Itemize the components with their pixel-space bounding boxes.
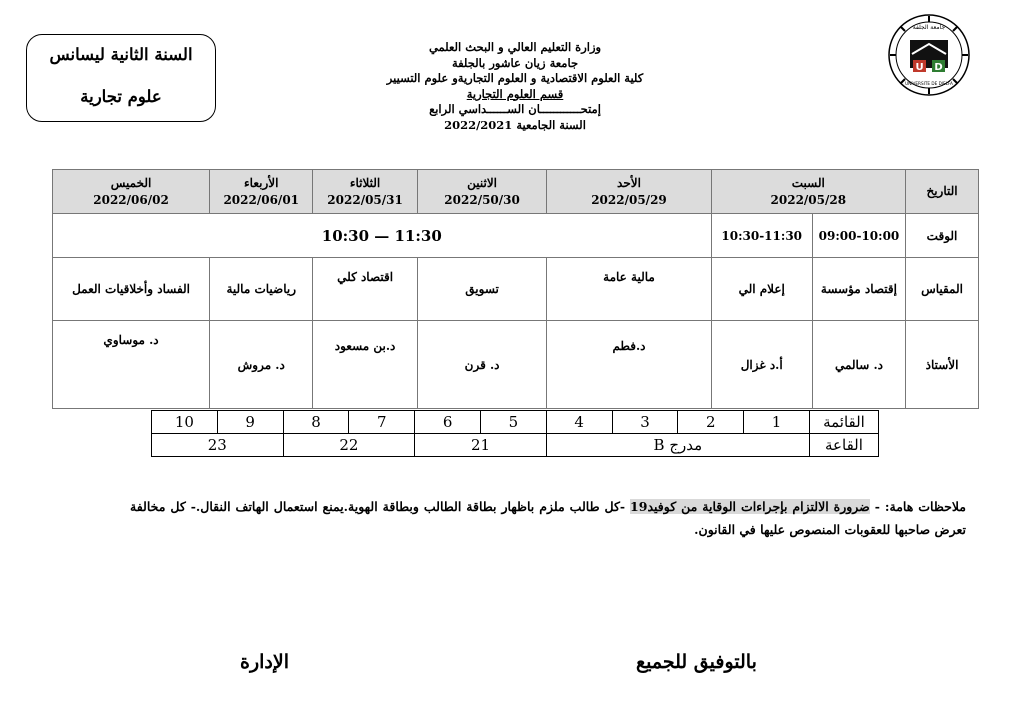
list-number: 6 bbox=[415, 411, 481, 434]
subject-cell: الفساد وأخلاقيات العمل bbox=[53, 258, 210, 321]
time-slot-2: 10:30-11:30 bbox=[711, 214, 812, 258]
room-cell: 22 bbox=[283, 434, 415, 457]
professor-cell: د. مروش bbox=[210, 321, 313, 409]
day-wednesday: الأربعاء 2022/06/01 bbox=[210, 170, 313, 214]
exam-schedule-table bbox=[52, 169, 979, 409]
institution-header bbox=[330, 40, 700, 133]
subject-cell: إعلام الي bbox=[711, 258, 812, 321]
time-row bbox=[53, 214, 979, 258]
notes-highlight: ضرورة الالتزام بإجراءات الوقاية من كوفيد19 bbox=[630, 499, 870, 514]
subject-cell: اقتصاد كلي bbox=[313, 258, 417, 321]
logo-letter-u: U bbox=[915, 62, 924, 73]
professor-cell: د.فطم bbox=[547, 321, 711, 409]
room-cell: 21 bbox=[415, 434, 547, 457]
day-monday: الاثنين 2022/50/30 bbox=[417, 170, 547, 214]
important-notes bbox=[130, 495, 966, 541]
subject-cell: رياضيات مالية bbox=[210, 258, 313, 321]
row-label-date: التاريخ bbox=[906, 170, 979, 214]
rooms-table bbox=[151, 410, 879, 457]
subject-cell: مالية عامة bbox=[547, 258, 711, 321]
logo-bottom-text: UNIVERSITE DE DJELFA bbox=[905, 81, 953, 86]
list-number: 4 bbox=[546, 411, 612, 434]
logo-letter-d: D bbox=[934, 62, 943, 73]
day-thursday: الخميس 2022/06/02 bbox=[53, 170, 210, 214]
row-label-time: الوقت bbox=[906, 214, 979, 258]
room-label: القاعة bbox=[809, 434, 878, 457]
list-number: 3 bbox=[612, 411, 678, 434]
professor-cell: أ.د غزال bbox=[711, 321, 812, 409]
day-sunday: الأحد 2022/05/29 bbox=[547, 170, 711, 214]
university-name: جامعة زيان عاشور بالجلفة bbox=[451, 55, 579, 70]
time-slot-1: 09:00-10:00 bbox=[812, 214, 905, 258]
row-label-subject: المقياس bbox=[906, 258, 979, 321]
department-name: قسم العلوم التجارية bbox=[466, 86, 564, 101]
time-slot-common: 10:30 — 11:30 bbox=[53, 214, 712, 258]
professor-cell: د. موساوي bbox=[53, 321, 210, 409]
academic-year: السنة الجامعية 2022/2021 bbox=[444, 117, 586, 132]
subject-cell: إقتصاد مؤسسة bbox=[812, 258, 905, 321]
good-luck-message: بالتوفيق للجميع bbox=[636, 651, 757, 673]
day-saturday: السبت 2022/05/28 bbox=[711, 170, 906, 214]
faculty-name: كلية العلوم الاقتصادية و العلوم التجاريةو علوم التسيير bbox=[386, 71, 644, 85]
logo-top-text: جامعة الجلفة bbox=[912, 24, 946, 31]
room-cell: 23 bbox=[152, 434, 284, 457]
subject-row bbox=[53, 258, 979, 321]
exam-title: إمتحــــــــــــان الســــــداسي الرابع bbox=[429, 102, 601, 116]
room-cell: مدرج B bbox=[546, 434, 809, 457]
list-number: 10 bbox=[152, 411, 218, 434]
program-level: السنة الثانية ليسانس bbox=[49, 45, 193, 64]
program-specialty: علوم تجارية bbox=[80, 87, 162, 106]
list-label: القائمة bbox=[809, 411, 878, 434]
list-number: 2 bbox=[678, 411, 744, 434]
lists-row bbox=[152, 411, 879, 434]
list-number: 8 bbox=[283, 411, 349, 434]
subject-cell: تسويق bbox=[417, 258, 547, 321]
list-number: 7 bbox=[349, 411, 415, 434]
list-number: 9 bbox=[217, 411, 283, 434]
professor-cell: د.بن مسعود bbox=[313, 321, 417, 409]
notes-intro: ملاحظات هامة: - bbox=[869, 499, 966, 514]
ministry-name: وزارة التعليم العالي و البحث العلمي bbox=[428, 40, 602, 54]
program-title-box bbox=[26, 34, 216, 122]
university-logo bbox=[888, 14, 970, 96]
notes-rest: -كل طالب ملزم باظهار بطاقة الطالب وبطاقة الهوية.يمنع استعمال الهاتف النقال.- كل مخالفة تعرض صاحبها للعقوبات المنصوص عليها في القانون. bbox=[130, 499, 966, 537]
professor-row bbox=[53, 321, 979, 409]
administration-signature: الإدارة bbox=[240, 651, 289, 673]
date-row bbox=[53, 170, 979, 214]
list-number: 5 bbox=[480, 411, 546, 434]
row-label-professor: الأستاذ bbox=[906, 321, 979, 409]
professor-cell: د. سالمي bbox=[812, 321, 905, 409]
professor-cell: د. قرن bbox=[417, 321, 547, 409]
rooms-row bbox=[152, 434, 879, 457]
list-number: 1 bbox=[744, 411, 810, 434]
day-tuesday: الثلاثاء 2022/05/31 bbox=[313, 170, 417, 214]
